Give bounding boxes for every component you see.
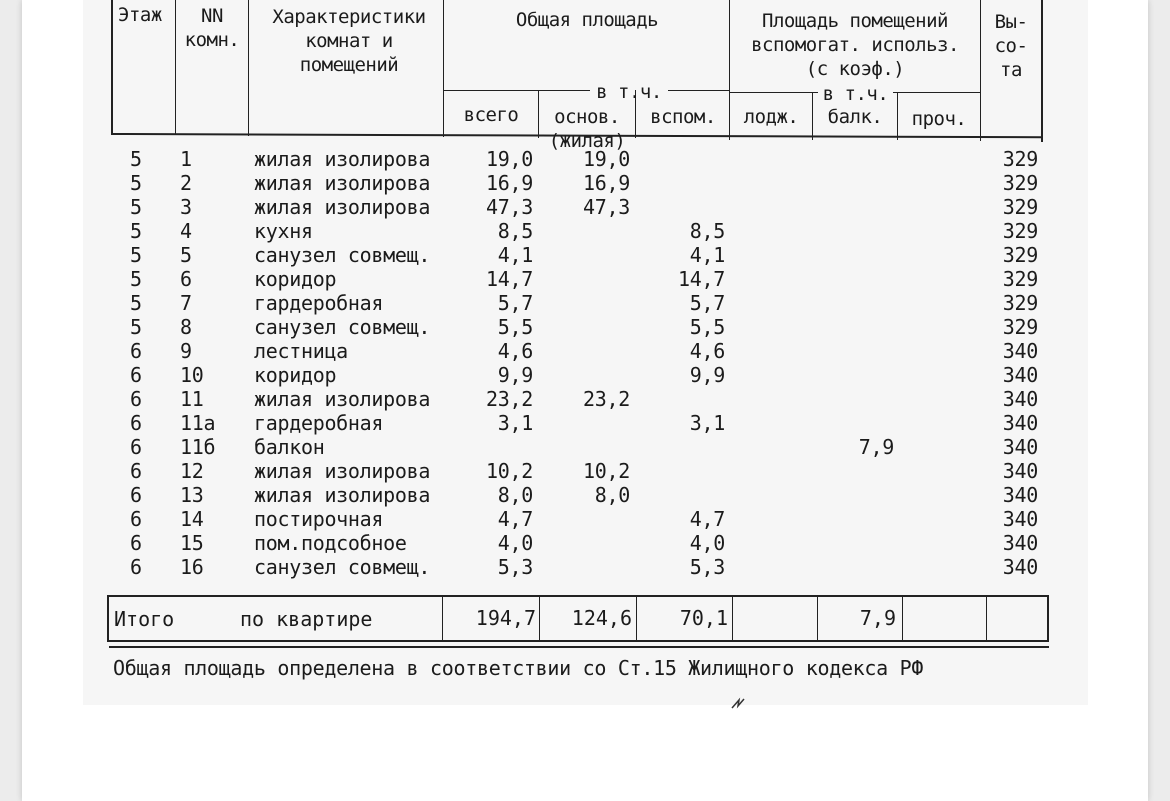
totals-aux-area: 70,1 (679, 606, 728, 630)
row-height: 340 (1002, 507, 1038, 531)
row-balcony-area: 7,9 (858, 435, 894, 459)
totals-balcony-area: 7,9 (859, 606, 896, 630)
row-aux-area: 14,7 (678, 267, 725, 291)
row-room-name: жилая изолирова (254, 195, 431, 219)
row-floor: 6 (130, 363, 142, 387)
row-floor: 5 (130, 147, 142, 171)
row-room-number: 7 (180, 291, 192, 315)
row-room-name: жилая изолирова (254, 147, 431, 171)
header-col-main: основ. (жилая) (548, 106, 626, 152)
header-height: Вы- со- та (994, 11, 1028, 81)
row-total-area: 23,2 (486, 387, 533, 411)
row-room-name: жилая изолирова (254, 387, 431, 411)
table-row (0, 147, 1170, 171)
header-incl-total: в т.ч. (596, 81, 662, 103)
row-main-area: 10,2 (583, 459, 630, 483)
table-row (0, 171, 1170, 195)
table-row (0, 243, 1170, 267)
row-aux-area: 3,1 (689, 411, 725, 435)
row-aux-area: 4,1 (689, 243, 725, 267)
table-row (0, 507, 1170, 531)
row-room-number: 3 (180, 195, 192, 219)
table-row (0, 411, 1170, 435)
row-floor: 6 (130, 459, 142, 483)
table-row (0, 219, 1170, 243)
row-room-name: коридор (254, 267, 337, 291)
row-height: 340 (1002, 483, 1038, 507)
row-room-name: гардеробная (254, 411, 384, 435)
row-aux-area: 5,7 (689, 291, 725, 315)
header-room-number: NN комн. (184, 5, 240, 51)
table-row (0, 195, 1170, 219)
row-total-area: 4,1 (497, 243, 533, 267)
row-total-area: 5,7 (497, 291, 533, 315)
row-aux-area: 4,0 (689, 531, 725, 555)
row-height: 340 (1002, 387, 1038, 411)
table-row (0, 339, 1170, 363)
row-room-name: постирочная (254, 507, 384, 531)
totals-main-area: 124,6 (571, 606, 632, 630)
table-row (0, 435, 1170, 459)
header-col-all: всего (463, 104, 519, 126)
row-room-number: 8 (180, 315, 192, 339)
row-total-area: 3,1 (497, 411, 533, 435)
row-room-number: 1 (180, 147, 192, 171)
row-total-area: 9,9 (497, 363, 533, 387)
table-row (0, 363, 1170, 387)
row-main-area: 16,9 (583, 171, 630, 195)
row-total-area: 8,0 (497, 483, 533, 507)
row-total-area: 16,9 (486, 171, 533, 195)
row-room-number: 11б (180, 435, 216, 459)
row-height: 340 (1002, 435, 1038, 459)
row-main-area: 19,0 (583, 147, 630, 171)
row-room-number: 10 (180, 363, 204, 387)
table-row (0, 267, 1170, 291)
row-total-area: 10,2 (486, 459, 533, 483)
row-room-number: 15 (180, 531, 204, 555)
header-incl-aux: в т.ч. (822, 83, 889, 105)
row-total-area: 19,0 (486, 147, 533, 171)
row-room-number: 13 (180, 483, 204, 507)
row-total-area: 4,0 (497, 531, 533, 555)
header-col-aux: вспом. (650, 106, 716, 128)
row-height: 340 (1002, 411, 1038, 435)
header-aux-rooms: Площадь помещений вспомогат. использ. (с коэф.) (751, 10, 959, 80)
table-row (0, 531, 1170, 555)
row-room-name: коридор (254, 363, 337, 387)
row-room-name: жилая изолирова (254, 171, 431, 195)
row-main-area: 47,3 (583, 195, 630, 219)
row-aux-area: 4,7 (689, 507, 725, 531)
row-main-area: 23,2 (583, 387, 630, 411)
row-room-number: 2 (180, 171, 192, 195)
header-col-loggia: лодж. (743, 106, 799, 128)
totals-label-b: по квартире (240, 607, 373, 631)
row-total-area: 8,5 (497, 219, 533, 243)
pen-mark-icon (731, 697, 745, 709)
row-aux-area: 5,5 (689, 315, 725, 339)
row-floor: 5 (130, 291, 142, 315)
row-aux-area: 8,5 (689, 219, 725, 243)
row-height: 340 (1002, 459, 1038, 483)
row-height: 329 (1002, 315, 1038, 339)
row-aux-area: 9,9 (689, 363, 725, 387)
row-floor: 6 (130, 531, 142, 555)
table-row (0, 291, 1170, 315)
row-floor: 5 (130, 219, 142, 243)
row-room-number: 11 (180, 387, 204, 411)
row-floor: 6 (130, 411, 142, 435)
row-room-number: 4 (180, 219, 192, 243)
row-height: 340 (1002, 339, 1038, 363)
header-col-balcony: балк. (827, 106, 883, 128)
row-floor: 6 (130, 435, 142, 459)
row-floor: 6 (130, 339, 142, 363)
row-room-number: 5 (180, 243, 192, 267)
header-characteristics: Характеристики комнат и помещений (272, 6, 426, 76)
row-total-area: 5,5 (497, 315, 533, 339)
row-floor: 5 (130, 267, 142, 291)
table-row (0, 483, 1170, 507)
row-room-name: санузел совмещ. (254, 555, 431, 579)
table-row (0, 315, 1170, 339)
row-room-number: 9 (180, 339, 192, 363)
table-row (0, 555, 1170, 579)
row-height: 329 (1002, 243, 1038, 267)
table-row (0, 387, 1170, 411)
row-aux-area: 5,3 (689, 555, 725, 579)
totals-label-a: Итого (114, 607, 175, 631)
row-room-name: жилая изолирова (254, 459, 431, 483)
row-floor: 6 (130, 507, 142, 531)
row-floor: 5 (130, 243, 142, 267)
row-height: 340 (1002, 363, 1038, 387)
row-total-area: 4,6 (497, 339, 533, 363)
row-room-name: гардеробная (254, 291, 384, 315)
row-room-name: жилая изолирова (254, 483, 431, 507)
row-room-name: пом.подсобное (254, 531, 407, 555)
row-room-name: лестница (254, 339, 348, 363)
row-floor: 6 (130, 387, 142, 411)
row-height: 329 (1002, 291, 1038, 315)
row-total-area: 4,7 (497, 507, 533, 531)
row-height: 340 (1002, 531, 1038, 555)
row-room-number: 11а (180, 411, 216, 435)
row-room-number: 14 (180, 507, 204, 531)
header-floor: Этаж (118, 4, 162, 26)
row-height: 329 (1002, 219, 1038, 243)
row-total-area: 5,3 (497, 555, 533, 579)
row-height: 329 (1002, 195, 1038, 219)
row-room-number: 16 (180, 555, 204, 579)
row-floor: 5 (130, 171, 142, 195)
footnote: Общая площадь определена в соответствии со Ст.15 Жилищного кодекса РФ (113, 656, 924, 680)
header-col-other: проч. (911, 108, 967, 130)
row-room-name: санузел совмещ. (254, 243, 431, 267)
row-main-area: 8,0 (594, 483, 630, 507)
row-room-number: 12 (180, 459, 204, 483)
totals-total-area: 194,7 (475, 606, 536, 630)
row-height: 329 (1002, 147, 1038, 171)
row-height: 329 (1002, 267, 1038, 291)
row-total-area: 47,3 (486, 195, 533, 219)
row-room-name: балкон (254, 435, 325, 459)
row-floor: 6 (130, 555, 142, 579)
row-aux-area: 4,6 (689, 339, 725, 363)
row-room-name: санузел совмещ. (254, 315, 431, 339)
row-height: 340 (1002, 555, 1038, 579)
row-height: 329 (1002, 171, 1038, 195)
row-room-number: 6 (180, 267, 192, 291)
row-room-name: кухня (254, 219, 313, 243)
row-total-area: 14,7 (486, 267, 533, 291)
header-total-area: Общая площадь (515, 9, 659, 31)
table-row (0, 459, 1170, 483)
row-floor: 5 (130, 315, 142, 339)
row-floor: 5 (130, 195, 142, 219)
row-floor: 6 (130, 483, 142, 507)
